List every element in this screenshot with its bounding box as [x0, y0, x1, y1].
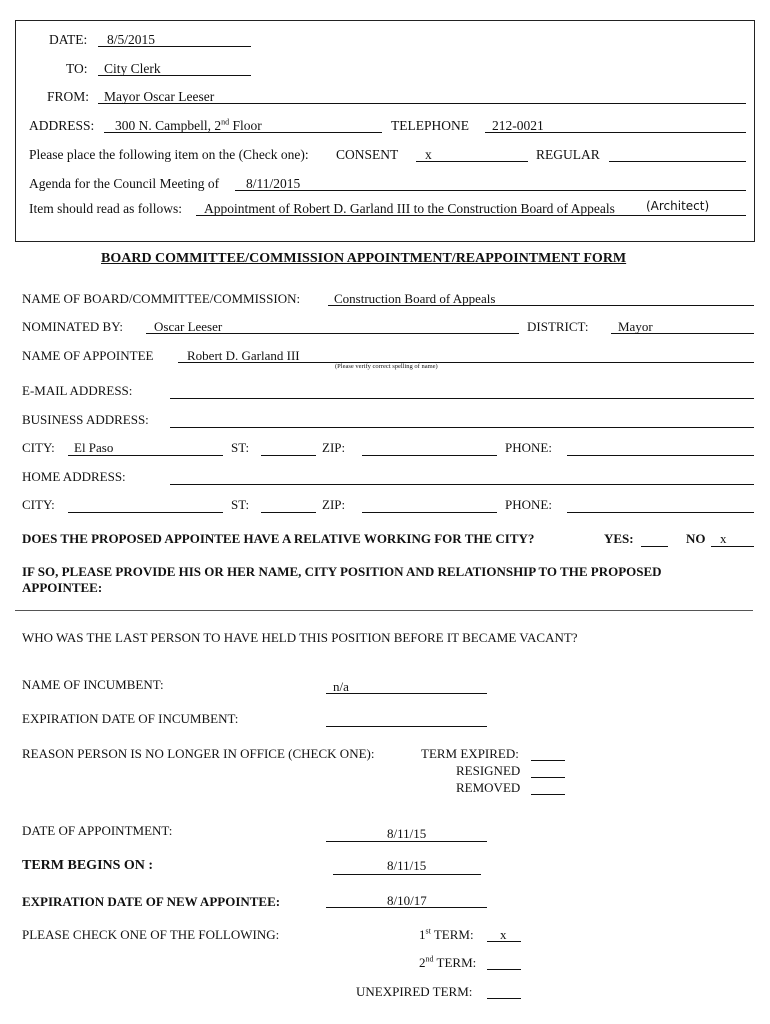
- email-underline: [170, 398, 754, 399]
- removed-checkbox[interactable]: [531, 794, 565, 795]
- removed-label: REMOVED: [456, 780, 521, 795]
- incumbent-question: WHO WAS THE LAST PERSON TO HAVE HELD THIS POSITION BEFORE IT BECAME VACANT?: [22, 630, 578, 645]
- board-underline: [328, 305, 754, 306]
- term-begins-value[interactable]: 8/11/15: [387, 858, 427, 873]
- telephone-label: TELEPHONE: [391, 118, 469, 133]
- telephone-underline: [485, 132, 746, 133]
- home-st-field[interactable]: [261, 512, 316, 513]
- home-phone-field[interactable]: [567, 512, 754, 513]
- relative-question: DOES THE PROPOSED APPOINTEE HAVE A RELATIVE WORKING FOR THE CITY?: [22, 531, 535, 546]
- appointment-date-underline: [326, 841, 487, 842]
- consent-label: CONSENT: [336, 147, 399, 162]
- appointee-spelling-note: (Please verify correct spelling of name): [335, 363, 438, 370]
- first-term-checkbox[interactable]: x: [500, 927, 507, 942]
- incumbent-expiration-underline: [326, 726, 487, 727]
- date-label: DATE:: [49, 32, 88, 47]
- address-underline: [104, 132, 382, 133]
- date-value[interactable]: 8/5/2015: [107, 32, 156, 47]
- form-title: BOARD COMMITTEE/COMMISSION APPOINTMENT/REAPPOINTMENT FORM: [101, 251, 627, 266]
- home-address-field[interactable]: [170, 484, 754, 485]
- item-value[interactable]: Appointment of Robert D. Garland III to the Construction Board of Appeals: [204, 201, 615, 216]
- term-begins-label: TERM BEGINS ON :: [22, 858, 154, 873]
- first-term-number: 1: [419, 927, 426, 942]
- relative-details-line2: APPOINTEE:: [22, 580, 103, 595]
- resigned-checkbox[interactable]: [531, 777, 565, 778]
- relative-no-label: NO: [686, 531, 706, 546]
- from-underline: [98, 103, 746, 104]
- first-term-underline: [487, 941, 521, 942]
- business-address-label: BUSINESS ADDRESS:: [22, 412, 149, 427]
- first-term-label: [419, 927, 474, 943]
- term-expired-label: TERM EXPIRED:: [421, 746, 519, 761]
- resigned-label: RESIGNED: [456, 763, 521, 778]
- second-term-number: 2: [419, 955, 426, 970]
- from-value[interactable]: Mayor Oscar Leeser: [104, 89, 215, 104]
- address-value-ordinal: nd: [221, 117, 230, 127]
- unexpired-term-underline: [487, 998, 521, 999]
- to-value[interactable]: City Clerk: [104, 61, 161, 76]
- business-st-label: ST:: [231, 440, 250, 455]
- business-city-value[interactable]: El Paso: [74, 440, 114, 455]
- business-city-underline: [68, 455, 223, 456]
- agenda-label: Agenda for the Council Meeting of: [29, 176, 220, 191]
- section-divider: [15, 610, 753, 611]
- date-underline: [98, 46, 251, 47]
- second-term-text: TERM:: [433, 955, 477, 970]
- district-value[interactable]: Mayor: [618, 319, 653, 334]
- term-check-label: PLEASE CHECK ONE OF THE FOLLOWING:: [22, 927, 280, 942]
- district-underline: [611, 333, 754, 334]
- incumbent-name-label: NAME OF INCUMBENT:: [22, 677, 164, 692]
- second-term-label: [419, 955, 476, 971]
- business-zip-label: ZIP:: [322, 440, 346, 455]
- business-st-field[interactable]: [261, 455, 316, 456]
- to-label: TO:: [66, 61, 88, 76]
- nominated-underline: [146, 333, 519, 334]
- address-label: ADDRESS:: [29, 118, 95, 133]
- check-one-text: Please place the following item on the (Check one):: [29, 147, 309, 162]
- appointment-date-label: DATE OF APPOINTMENT:: [22, 823, 173, 838]
- term-expired-checkbox[interactable]: [531, 760, 565, 761]
- incumbent-expiration-label: EXPIRATION DATE OF INCUMBENT:: [22, 711, 239, 726]
- business-phone-field[interactable]: [567, 455, 754, 456]
- home-city-underline: [68, 512, 223, 513]
- unexpired-term-label: UNEXPIRED TERM:: [356, 984, 473, 999]
- relative-no-underline: [711, 546, 754, 547]
- address-value-floor: Floor: [229, 118, 262, 133]
- expiration-label: EXPIRATION DATE OF NEW APPOINTEE:: [22, 894, 281, 909]
- regular-underline: [609, 161, 746, 162]
- term-begins-underline: [333, 874, 481, 875]
- home-city-label: CITY:: [22, 497, 55, 512]
- expiration-underline: [326, 907, 487, 908]
- from-label: FROM:: [47, 89, 90, 104]
- first-term-ordinal: st: [425, 926, 431, 936]
- business-phone-label: PHONE:: [505, 440, 552, 455]
- relative-yes-label: YES:: [604, 531, 634, 546]
- nominated-value[interactable]: Oscar Leeser: [154, 319, 223, 334]
- agenda-underline: [235, 190, 746, 191]
- consent-checkbox[interactable]: x: [425, 147, 432, 162]
- appointee-value[interactable]: Robert D. Garland III: [187, 348, 300, 363]
- agenda-date-value[interactable]: 8/11/2015: [246, 176, 301, 191]
- incumbent-name-underline: [326, 693, 487, 694]
- item-underline: [196, 215, 746, 216]
- email-label: E-MAIL ADDRESS:: [22, 383, 133, 398]
- appointee-underline: [178, 362, 754, 363]
- item-handwritten-note: (Architect): [646, 199, 710, 213]
- home-zip-label: ZIP:: [322, 497, 346, 512]
- nominated-label: NOMINATED BY:: [22, 319, 123, 334]
- address-value-main: 300 N. Campbell, 2: [115, 118, 222, 133]
- home-st-label: ST:: [231, 497, 250, 512]
- regular-label: REGULAR: [536, 147, 600, 162]
- incumbent-name-value[interactable]: n/a: [333, 679, 349, 694]
- business-city-label: CITY:: [22, 440, 55, 455]
- business-address-underline: [170, 427, 754, 428]
- to-underline: [98, 75, 251, 76]
- telephone-value[interactable]: 212-0021: [492, 118, 544, 133]
- expiration-value[interactable]: 8/10/17: [387, 893, 427, 908]
- consent-underline: [416, 161, 528, 162]
- appointee-label: NAME OF APPOINTEE: [22, 348, 154, 363]
- reason-label: REASON PERSON IS NO LONGER IN OFFICE (CHECK ONE):: [22, 746, 375, 761]
- business-zip-field[interactable]: [362, 455, 497, 456]
- relative-yes-underline: [641, 546, 668, 547]
- home-phone-label: PHONE:: [505, 497, 552, 512]
- district-label: DISTRICT:: [527, 319, 589, 334]
- home-address-label: HOME ADDRESS:: [22, 469, 126, 484]
- relative-no-checkbox[interactable]: x: [720, 531, 727, 546]
- board-value[interactable]: Construction Board of Appeals: [334, 291, 496, 306]
- item-label: Item should read as follows:: [29, 201, 182, 216]
- relative-details-line1: IF SO, PLEASE PROVIDE HIS OR HER NAME, CITY POSITION AND RELATIONSHIP TO THE PROPOSED: [22, 564, 662, 579]
- second-term-underline: [487, 969, 521, 970]
- board-label: NAME OF BOARD/COMMITTEE/COMMISSION:: [22, 291, 301, 306]
- first-term-text: TERM:: [430, 927, 474, 942]
- appointment-date-value[interactable]: 8/11/15: [387, 826, 427, 841]
- home-zip-field[interactable]: [362, 512, 497, 513]
- second-term-ordinal: nd: [425, 954, 434, 964]
